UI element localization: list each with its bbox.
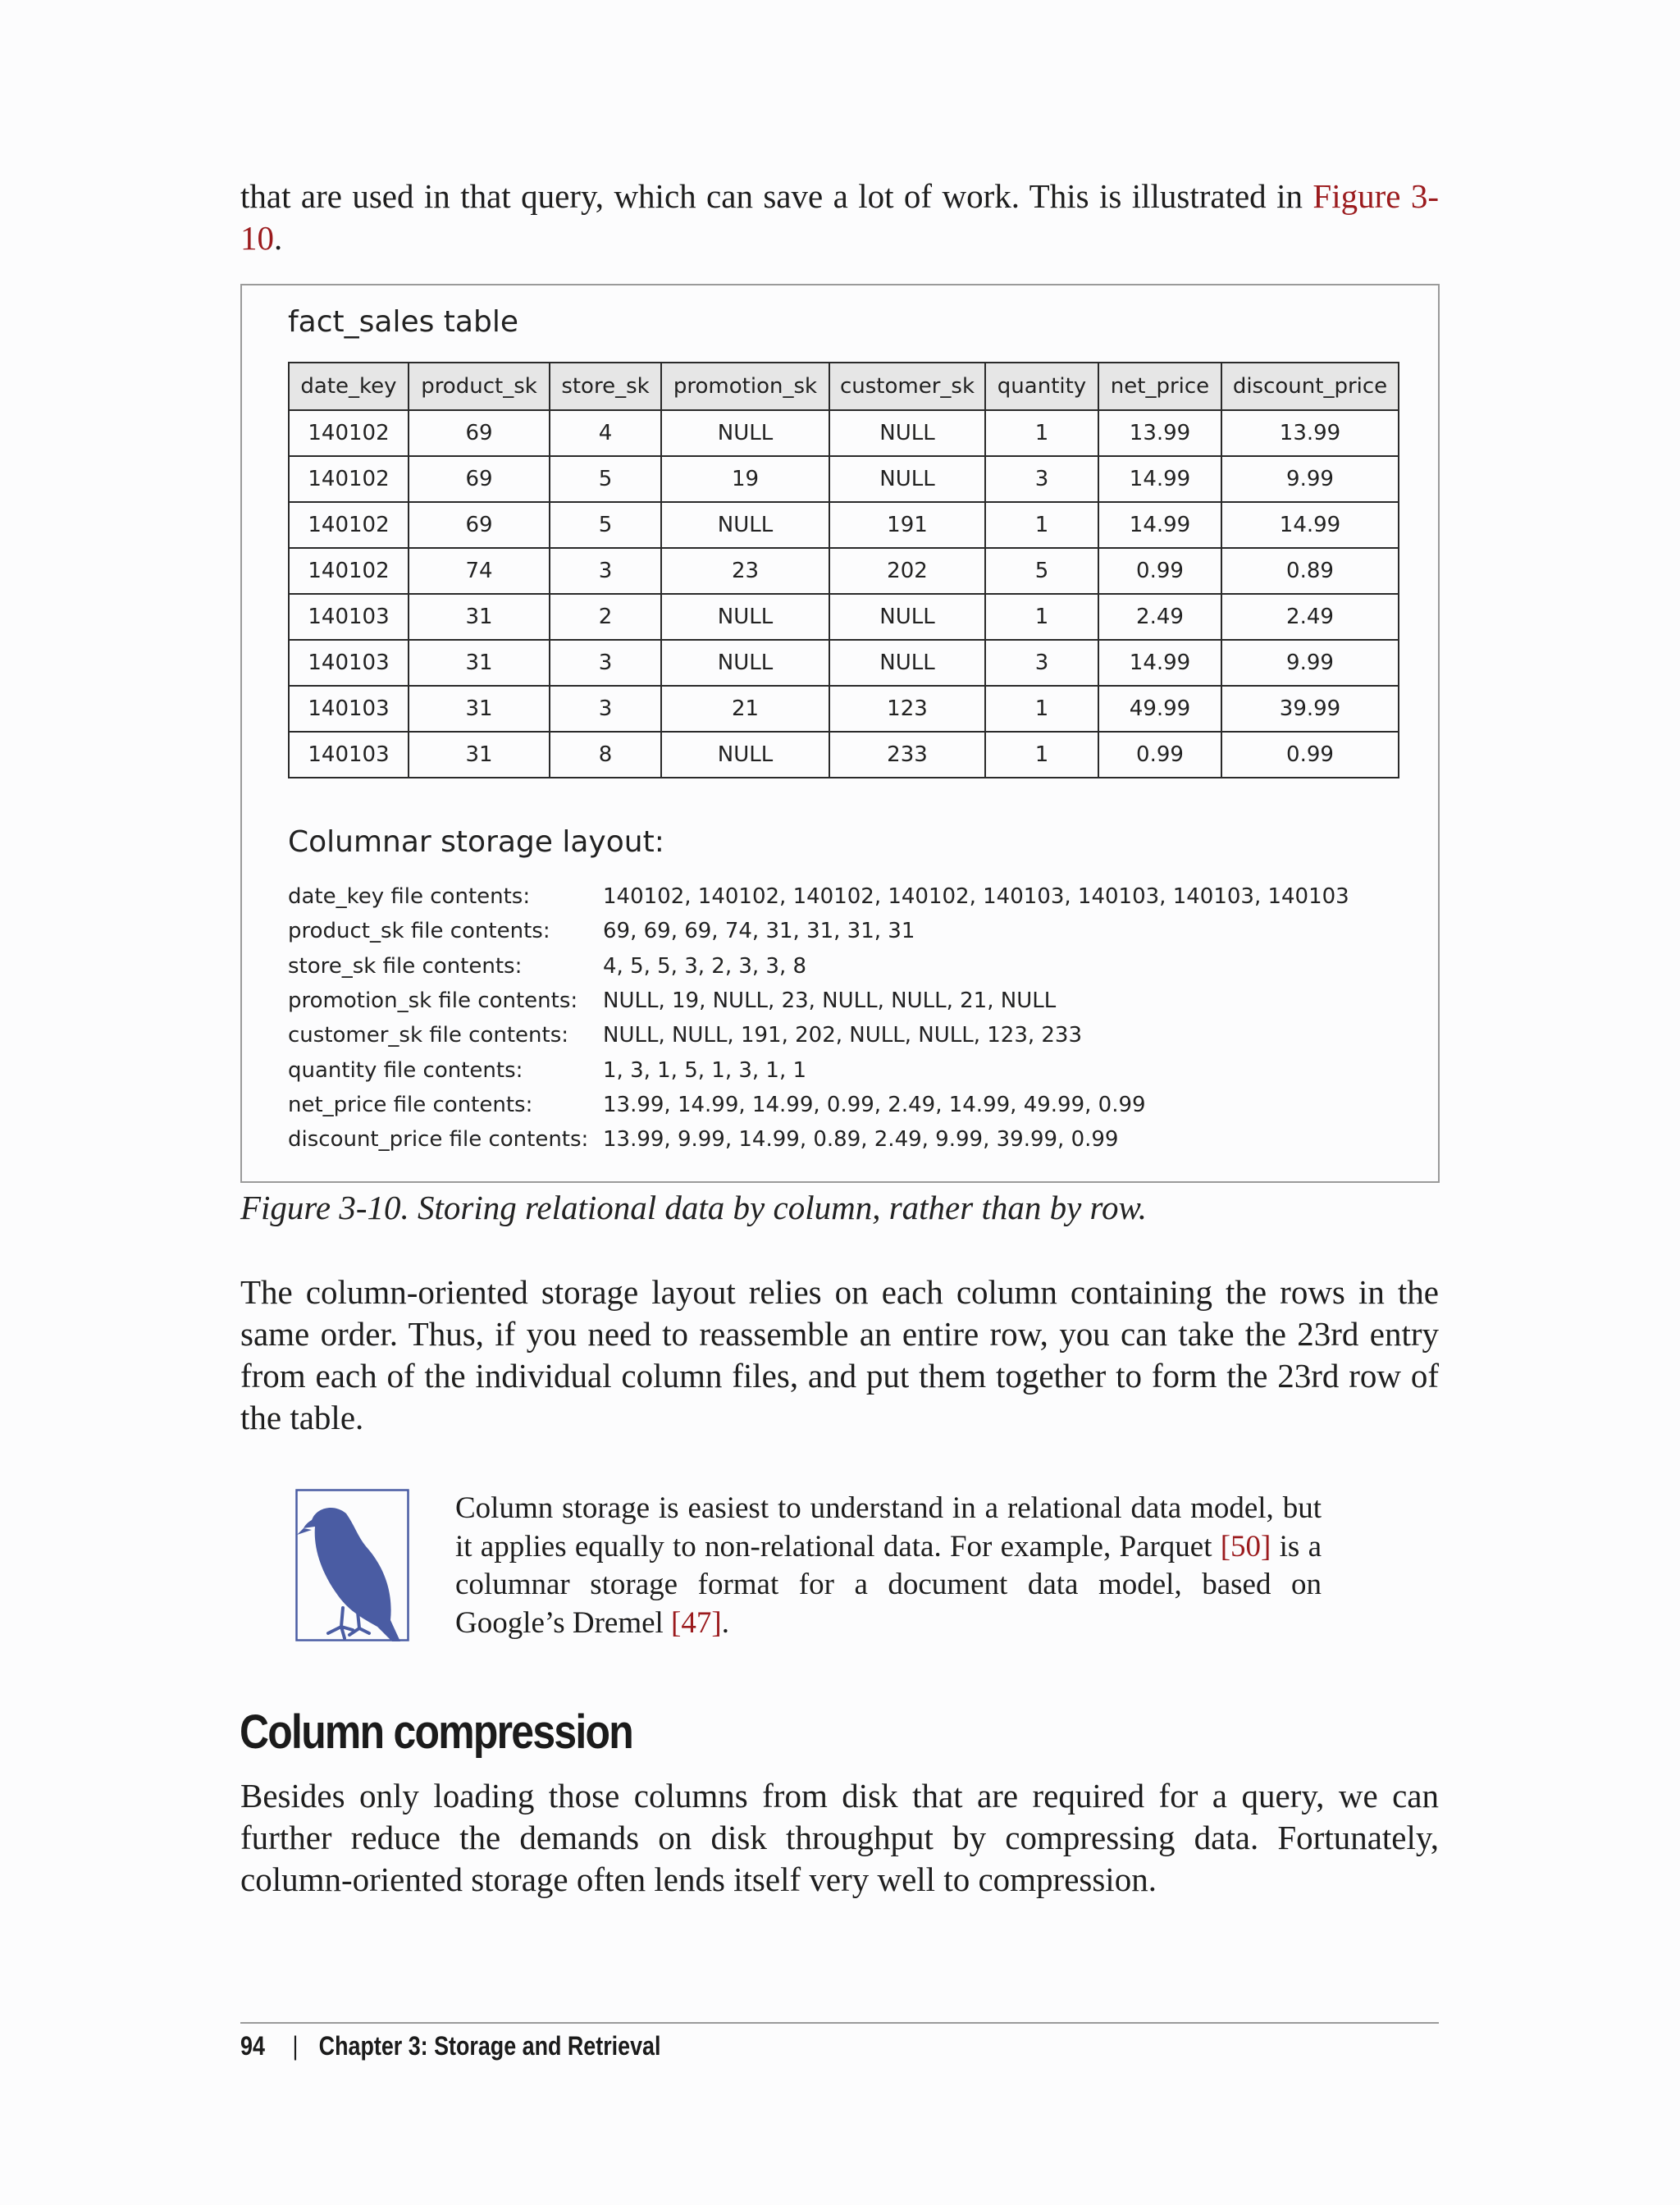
table-row (289, 548, 1399, 594)
table-cell: NULL (829, 456, 985, 502)
layout-values: 69, 69, 69, 74, 31, 31, 31, 31 (603, 919, 915, 944)
bird-icon (295, 1489, 412, 1645)
table-cell: 1 (985, 732, 1098, 778)
table-cell: 31 (409, 732, 550, 778)
table-cell: 31 (409, 686, 550, 732)
table-header-row (289, 363, 1399, 410)
figure-3-10 (240, 284, 1440, 1183)
table-cell: 140102 (289, 456, 409, 502)
layout-label: discount_price file contents: (288, 1127, 589, 1153)
table-title: fact_sales table (288, 305, 518, 339)
layout-values: 1, 3, 1, 5, 1, 3, 1, 1 (603, 1057, 807, 1083)
table-row (289, 410, 1399, 456)
table-cell: 13.99 (1098, 410, 1221, 456)
table-cell: 0.89 (1221, 548, 1399, 594)
table-cell: NULL (661, 502, 829, 548)
layout-row (288, 1052, 1349, 1087)
table-cell: 140103 (289, 594, 409, 640)
layout-label: date_key file contents: (288, 884, 531, 910)
column-header: promotion_sk (661, 363, 829, 410)
table-cell: 49.99 (1098, 686, 1221, 732)
layout-row (288, 1018, 1349, 1052)
column-header: product_sk (409, 363, 550, 410)
table-cell: 14.99 (1221, 502, 1399, 548)
table-cell: NULL (661, 732, 829, 778)
compression-paragraph: Besides only loading those columns from disk that are required for a query, we can further reduce the demands on disk throughput by compressing data. Fortunately, column-oriented storage often lends itself very well to compression. (240, 1777, 1439, 1898)
column-paragraph: The column-oriented storage layout relies on each column containing the rows in the same order. Thus, if you need to reassemble an entire row, you can take the 23rd entry from each of the individual column files, and put them together to form the 23rd row of the table. (240, 1273, 1439, 1436)
table-cell: 233 (829, 732, 985, 778)
table-cell: 4 (550, 410, 661, 456)
table-cell: 5 (985, 548, 1098, 594)
footer-divider (240, 2022, 1439, 2024)
table-cell: 140102 (289, 502, 409, 548)
figure-link[interactable]: Figure 3-10 (240, 177, 1439, 257)
table-cell: 2.49 (1221, 594, 1399, 640)
table-cell: 9.99 (1221, 456, 1399, 502)
table-cell: 3 (550, 686, 661, 732)
fact-sales-table (288, 362, 1399, 778)
table-cell: 69 (409, 410, 550, 456)
table-cell: 140102 (289, 410, 409, 456)
table-cell: 13.99 (1221, 410, 1399, 456)
table-cell: 5 (550, 456, 661, 502)
table-row (289, 732, 1399, 778)
column-header: quantity (985, 363, 1098, 410)
layout-row (288, 949, 1349, 984)
table-cell: 19 (661, 456, 829, 502)
note-text (455, 1490, 1322, 1642)
citation-link[interactable]: [47] (671, 1605, 722, 1640)
layout-row (288, 984, 1349, 1018)
table-cell: 39.99 (1221, 686, 1399, 732)
table-cell: 3 (985, 640, 1098, 686)
layout-values: NULL, NULL, 191, 202, NULL, NULL, 123, 233 (603, 1023, 1083, 1048)
table-row (289, 456, 1399, 502)
table-cell: 69 (409, 456, 550, 502)
table-cell: 140102 (289, 548, 409, 594)
layout-label: customer_sk file contents: (288, 1023, 569, 1048)
table-cell: NULL (661, 640, 829, 686)
layout-row (288, 1088, 1349, 1122)
page-number: 94 (240, 2031, 265, 2061)
table-row (289, 594, 1399, 640)
table-cell: 2 (550, 594, 661, 640)
layout-row (288, 879, 1349, 914)
columnar-layout-list (288, 879, 1349, 1157)
table-cell: 191 (829, 502, 985, 548)
note-text-part: Column storage is easiest to understand in a relational data model, but it applies equally to non-relational data. For example, Parquet (455, 1491, 1322, 1564)
layout-label: net_price file contents: (288, 1092, 533, 1117)
layout-label: quantity file contents: (288, 1057, 523, 1083)
table-cell: 21 (661, 686, 829, 732)
intro-text-end: . (274, 219, 283, 257)
column-header: date_key (289, 363, 409, 410)
table-cell: 0.99 (1221, 732, 1399, 778)
column-header: store_sk (550, 363, 661, 410)
table-cell: 23 (661, 548, 829, 594)
layout-label: promotion_sk file contents: (288, 988, 578, 1014)
table-cell: 14.99 (1098, 640, 1221, 686)
citation-link[interactable]: [50] (1220, 1529, 1271, 1564)
table-cell: 3 (985, 456, 1098, 502)
table-cell: 8 (550, 732, 661, 778)
table-cell: 14.99 (1098, 502, 1221, 548)
table-cell: 74 (409, 548, 550, 594)
table-cell: 69 (409, 502, 550, 548)
table-cell: NULL (661, 594, 829, 640)
table-cell: 202 (829, 548, 985, 594)
table-cell: 140103 (289, 686, 409, 732)
page-footer (240, 2031, 660, 2061)
table-row (289, 640, 1399, 686)
table-cell: 14.99 (1098, 456, 1221, 502)
table-cell: 9.99 (1221, 640, 1399, 686)
table-row (289, 686, 1399, 732)
layout-values: 13.99, 9.99, 14.99, 0.89, 2.49, 9.99, 39.99, 0.99 (603, 1127, 1119, 1153)
table-cell: 1 (985, 410, 1098, 456)
layout-values: 13.99, 14.99, 14.99, 0.99, 2.49, 14.99, 49.99, 0.99 (603, 1092, 1146, 1117)
figure-caption: Figure 3-10. Storing relational data by column, rather than by row. (240, 1189, 1148, 1226)
layout-values: NULL, 19, NULL, 23, NULL, NULL, 21, NULL (603, 988, 1057, 1014)
table-cell: 0.99 (1098, 548, 1221, 594)
layout-title: Columnar storage layout: (288, 825, 664, 859)
layout-label: store_sk file contents: (288, 953, 523, 979)
table-row (289, 502, 1399, 548)
table-cell: 1 (985, 686, 1098, 732)
intro-text: that are used in that query, which can save a lot of work. This is illustrated in (240, 177, 1313, 215)
table-cell: NULL (829, 594, 985, 640)
table-cell: 1 (985, 594, 1098, 640)
table-cell: 1 (985, 502, 1098, 548)
table-cell: 3 (550, 548, 661, 594)
table-cell: 123 (829, 686, 985, 732)
table-cell: 2.49 (1098, 594, 1221, 640)
column-header: discount_price (1221, 363, 1399, 410)
layout-values: 140102, 140102, 140102, 140102, 140103, 140103, 140103, 140103 (603, 884, 1349, 910)
layout-row (288, 1122, 1349, 1157)
section-heading: Column compression (240, 1705, 633, 1759)
note-text-part: is a columnar storage format for a document data model, based on Google’s Dremel (455, 1529, 1322, 1640)
table-cell: NULL (829, 410, 985, 456)
layout-row (288, 914, 1349, 948)
layout-label: product_sk file contents: (288, 919, 550, 944)
chapter-title: Chapter 3: Storage and Retrieval (318, 2031, 661, 2061)
column-header: customer_sk (829, 363, 985, 410)
table-cell: 31 (409, 640, 550, 686)
table-cell: 0.99 (1098, 732, 1221, 778)
intro-paragraph (240, 176, 1439, 259)
footer-separator: | (292, 2031, 299, 2061)
table-cell: 31 (409, 594, 550, 640)
layout-values: 4, 5, 5, 3, 2, 3, 3, 8 (603, 953, 807, 979)
table-cell: 140103 (289, 640, 409, 686)
table-cell: NULL (661, 410, 829, 456)
table-cell: 3 (550, 640, 661, 686)
column-header: net_price (1098, 363, 1221, 410)
table-cell: 140103 (289, 732, 409, 778)
note-text-part: . (721, 1605, 729, 1640)
table-cell: NULL (829, 640, 985, 686)
table-cell: 5 (550, 502, 661, 548)
